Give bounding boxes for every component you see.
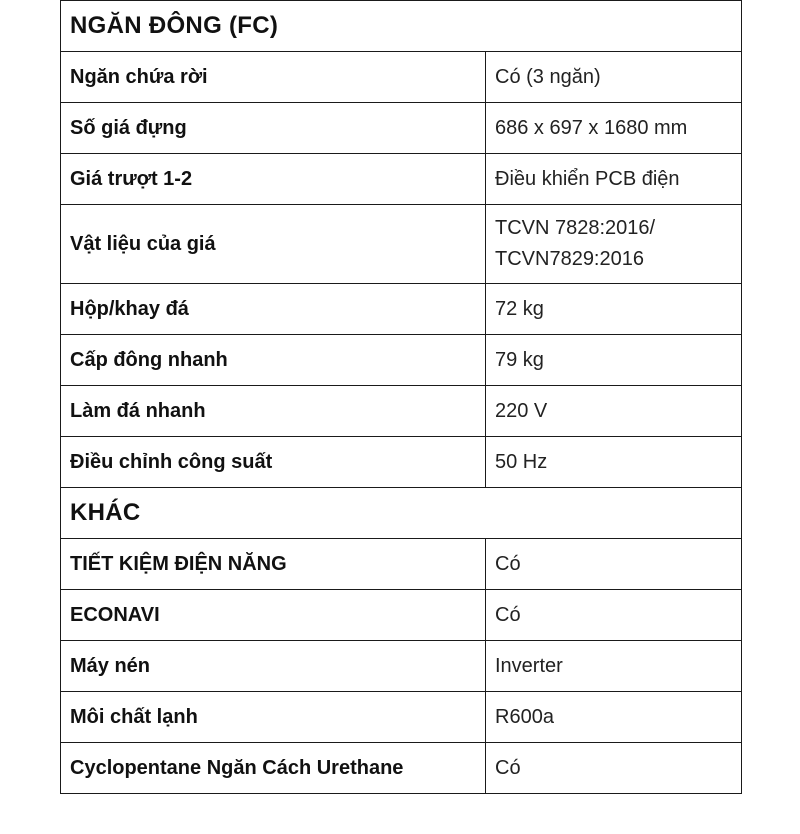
spec-label: Vật liệu của giá [61, 205, 486, 283]
spec-label: Ngăn chứa rời [61, 52, 486, 102]
spec-label: TIẾT KIỆM ĐIỆN NĂNG [61, 539, 486, 589]
spec-row [61, 52, 741, 103]
spec-value: TCVN 7828:2016/ TCVN7829:2016 [495, 217, 656, 270]
spec-row [61, 335, 741, 386]
spec-label: Cấp đông nhanh [61, 335, 486, 385]
spec-table [60, 0, 742, 794]
spec-value: Có [495, 552, 521, 575]
spec-row [61, 692, 741, 743]
spec-label: Môi chất lạnh [61, 692, 486, 742]
spec-row [61, 437, 741, 488]
spec-value: 79 kg [495, 348, 544, 371]
spec-label: Điều chỉnh công suất [61, 437, 486, 487]
spec-row [61, 743, 741, 794]
spec-label: Giá trượt 1-2 [61, 154, 486, 204]
spec-label: Cyclopentane Ngăn Cách Urethane [61, 743, 486, 793]
spec-value: Có [495, 756, 521, 779]
spec-row [61, 154, 741, 205]
spec-value: 50 Hz [495, 450, 548, 473]
spec-label: Máy nén [61, 641, 486, 691]
spec-value: 72 kg [495, 297, 544, 320]
spec-row [61, 641, 741, 692]
spec-value: Có (3 ngăn) [495, 65, 601, 88]
spec-value: Điều khiển PCB điện [495, 167, 680, 190]
spec-value: 686 x 697 x 1680 mm [495, 116, 688, 139]
spec-value: 220 V [495, 399, 548, 422]
spec-row [61, 590, 741, 641]
spec-row [61, 386, 741, 437]
spec-row [61, 539, 741, 590]
spec-value: R600a [495, 705, 554, 728]
spec-label: Hộp/khay đá [61, 284, 486, 334]
spec-row [61, 205, 741, 284]
spec-label: ECONAVI [61, 590, 486, 640]
spec-label: Làm đá nhanh [61, 386, 486, 436]
spec-label: Số giá đựng [61, 103, 486, 153]
spec-row [61, 284, 741, 335]
spec-value: Có [495, 603, 521, 626]
spec-value: Inverter [495, 654, 563, 677]
spec-row [61, 103, 741, 154]
section-header-freezer: NGĂN ĐÔNG (FC) [61, 1, 741, 52]
section-header-other: KHÁC [61, 488, 741, 539]
